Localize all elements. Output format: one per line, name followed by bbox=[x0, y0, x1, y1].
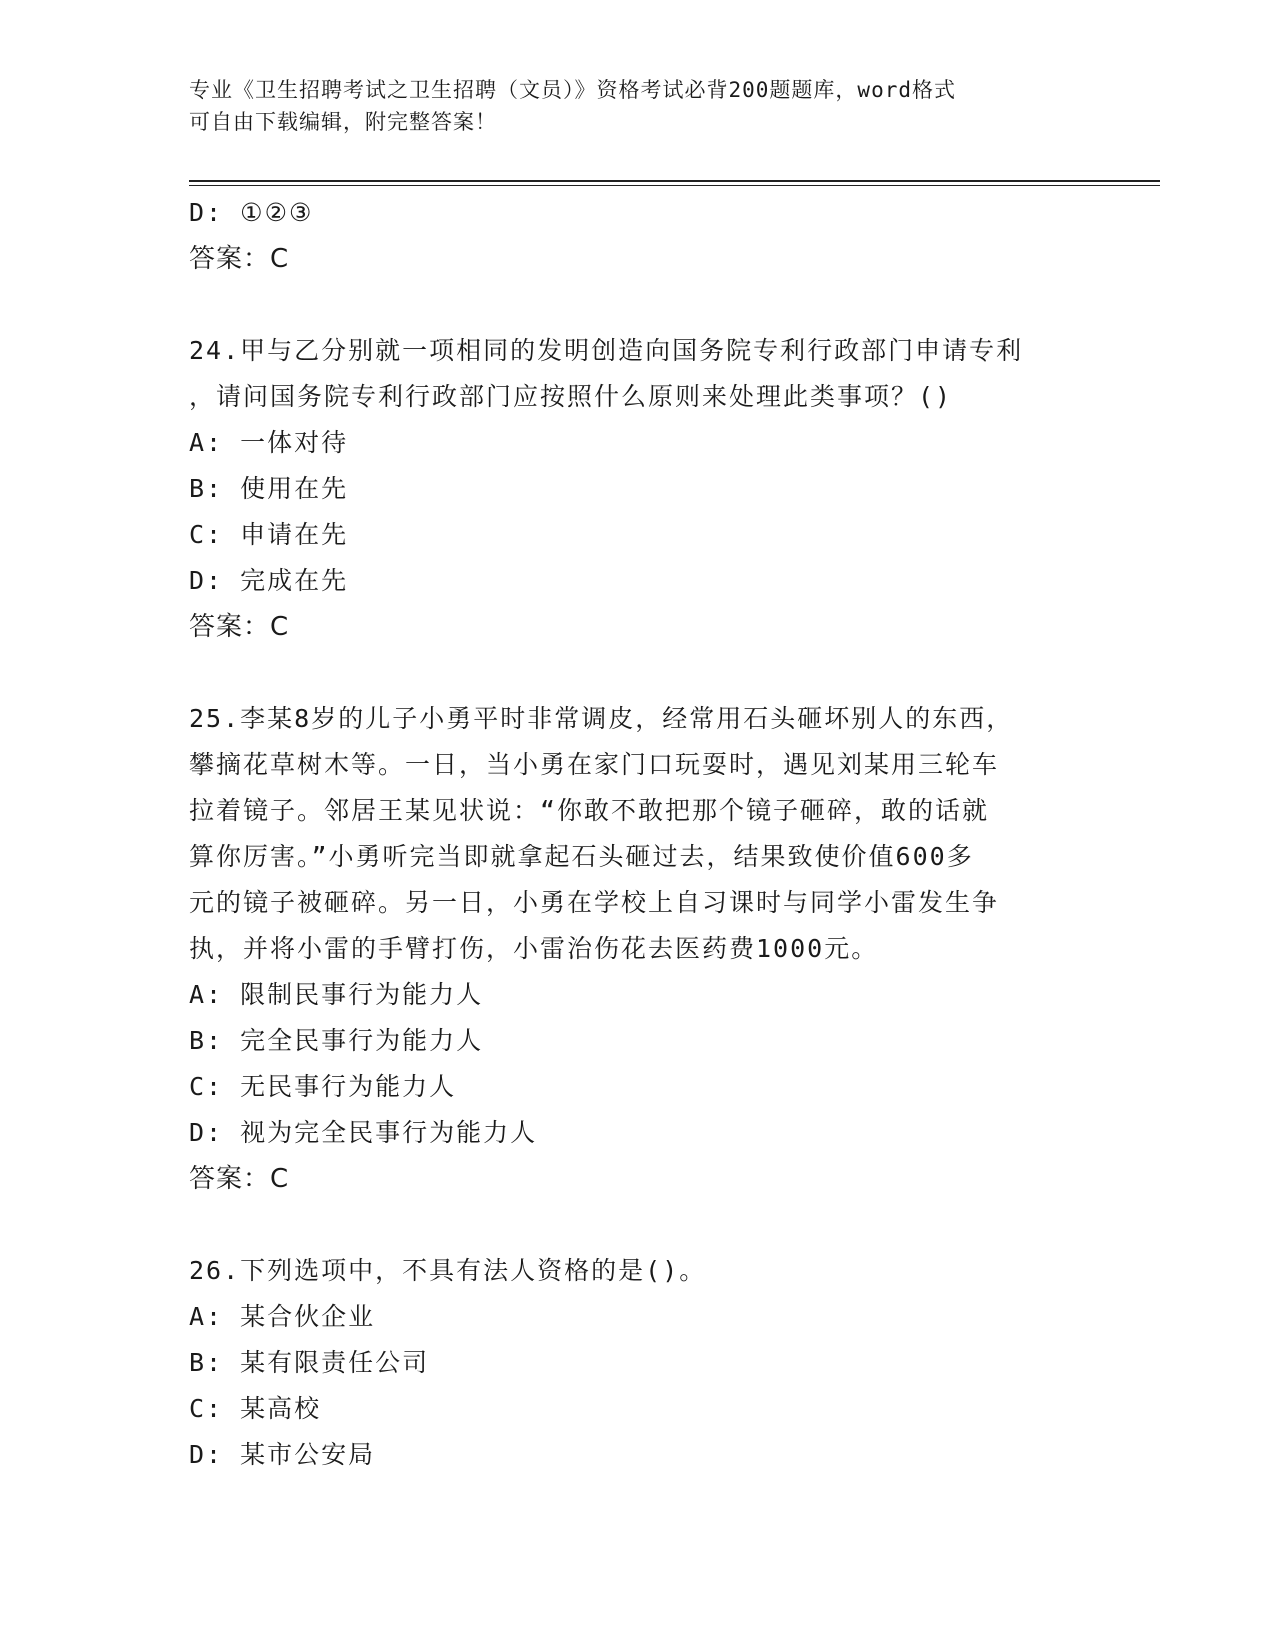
question-25-option-b: B: 完全民事行为能力人 bbox=[189, 1026, 484, 1055]
question-25-option-c: C: 无民事行为能力人 bbox=[189, 1072, 457, 1101]
question-24-option-c: C: 申请在先 bbox=[189, 520, 349, 549]
header-line-2: 可自由下载编辑，附完整答案！ bbox=[189, 110, 497, 134]
header-rule-thin bbox=[189, 185, 1160, 186]
question-25-answer: 答案：C bbox=[189, 1164, 290, 1194]
prev-answer: 答案：C bbox=[189, 244, 290, 274]
question-25-option-a: A: 限制民事行为能力人 bbox=[189, 980, 484, 1009]
question-26-option-c: C: 某高校 bbox=[189, 1394, 322, 1423]
question-25-line-1: 25.李某8岁的儿子小勇平时非常调皮，经常用石头砸坏别人的东西， bbox=[189, 704, 1014, 733]
question-24 bbox=[189, 328, 1089, 650]
question-25-line-4: 算你厉害。”小勇听完当即就拿起石头砸过去，结果致使价值600多 bbox=[189, 842, 974, 871]
question-25 bbox=[189, 696, 1089, 1202]
question-25-line-3: 拉着镜子。邻居王某见状说：“你敢不敢把那个镜子砸碎，敢的话就 bbox=[189, 796, 990, 825]
question-26-option-d: D: 某市公安局 bbox=[189, 1440, 376, 1469]
question-25-line-2: 攀摘花草树木等。一日，当小勇在家门口玩耍时，遇见刘某用三轮车 bbox=[189, 750, 1000, 779]
question-25-line-5: 元的镜子被砸碎。另一日，小勇在学校上自习课时与同学小雷发生争 bbox=[189, 888, 1000, 917]
question-24-option-d: D: 完成在先 bbox=[189, 566, 349, 595]
question-26-option-a: A: 某合伙企业 bbox=[189, 1302, 376, 1331]
question-24-answer: 答案：C bbox=[189, 612, 290, 642]
question-26-line-1: 26.下列选项中，不具有法人资格的是()。 bbox=[189, 1256, 707, 1285]
question-24-option-b: B: 使用在先 bbox=[189, 474, 349, 503]
header-rule-thick bbox=[189, 180, 1160, 182]
question-25-option-d: D: 视为完全民事行为能力人 bbox=[189, 1118, 538, 1147]
document-body bbox=[189, 190, 1089, 1478]
question-25-line-6: 执，并将小雷的手臂打伤，小雷治伤花去医药费1000元。 bbox=[189, 934, 879, 963]
document-header bbox=[189, 74, 1089, 138]
question-26 bbox=[189, 1248, 1089, 1478]
question-24-option-a: A: 一体对待 bbox=[189, 428, 349, 457]
question-24-line-2: ，请问国务院专利行政部门应按照什么原则来处理此类事项？() bbox=[189, 382, 953, 411]
question-24-line-1: 24.甲与乙分别就一项相同的发明创造向国务院专利行政部门申请专利 bbox=[189, 336, 1024, 365]
prev-option-d: D: ①②③ bbox=[189, 198, 314, 227]
header-line-1: 专业《卫生招聘考试之卫生招聘（文员）》资格考试必背200题题库，word格式 bbox=[189, 78, 956, 102]
question-26-option-b: B: 某有限责任公司 bbox=[189, 1348, 430, 1377]
